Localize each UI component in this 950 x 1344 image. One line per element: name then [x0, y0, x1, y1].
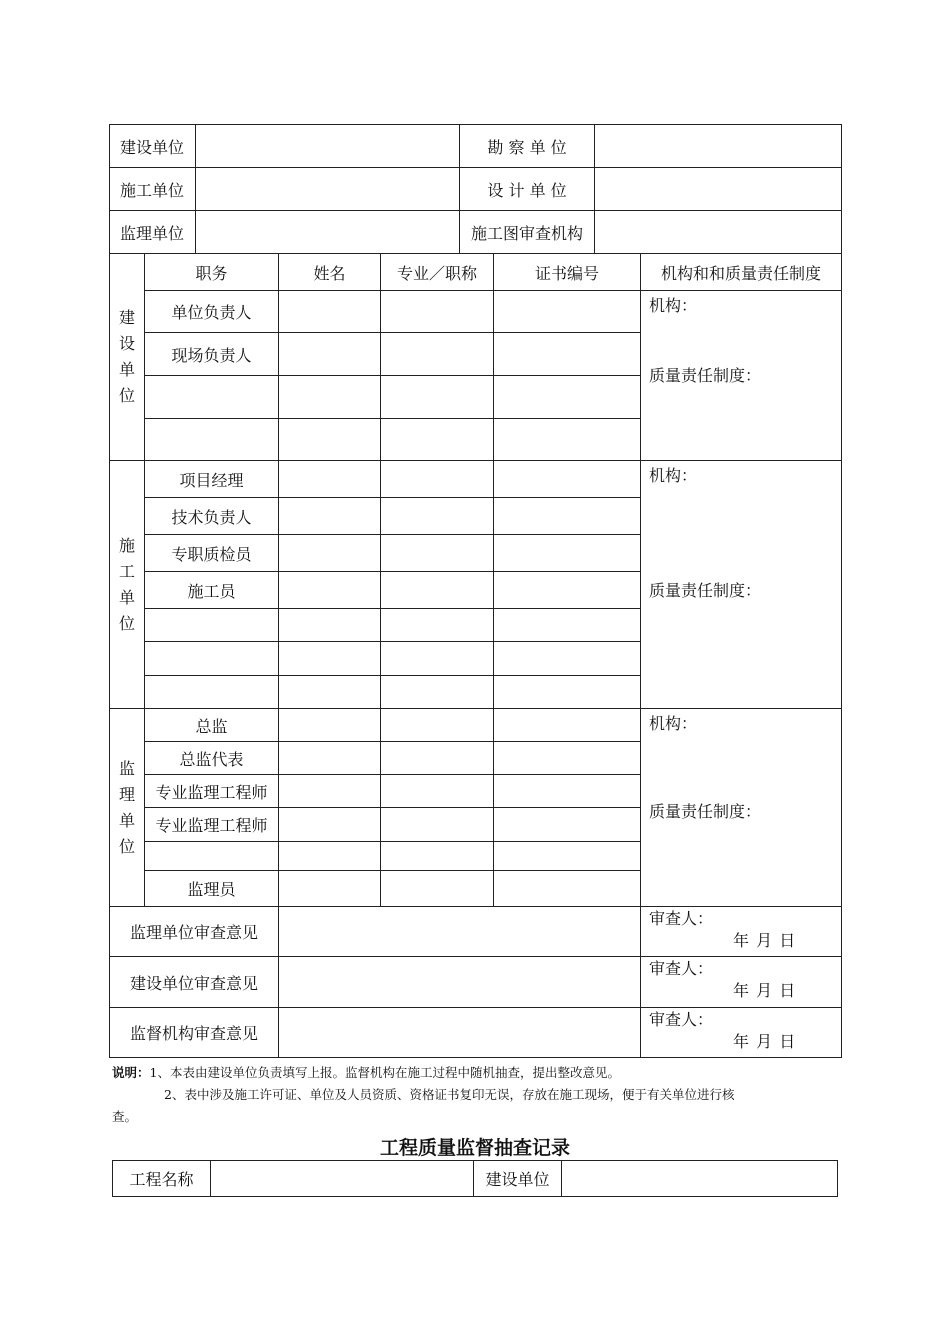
title-cell[interactable] [381, 419, 494, 461]
notes-prefix: 说明： [112, 1065, 150, 1080]
section-label-supervisor [110, 709, 145, 907]
section-label-char: 工 [118, 561, 135, 581]
section-label-char: 监 [118, 758, 135, 778]
note-line-3: 查。 [112, 1109, 138, 1124]
role-cell [145, 609, 279, 642]
title-cell[interactable] [381, 742, 494, 775]
field-label: 监理单位 [110, 211, 196, 254]
title-cell[interactable] [381, 461, 494, 498]
name-cell[interactable] [279, 808, 381, 842]
section-label-char: 建 [118, 308, 135, 327]
role-cell [145, 376, 279, 419]
cert-cell[interactable] [494, 572, 641, 609]
reviewer-cell[interactable] [641, 907, 842, 957]
cert-cell[interactable] [494, 376, 641, 419]
notes [112, 1062, 842, 1128]
role-cell [145, 842, 279, 871]
reviewer-cell[interactable] [641, 957, 842, 1008]
reviewer-label: 审查人： [649, 909, 714, 928]
field-value[interactable] [562, 1161, 838, 1197]
title-cell[interactable] [381, 642, 494, 676]
column-header: 专业／职称 [381, 254, 494, 291]
quality-system-label: 质量责任制度： [649, 366, 762, 385]
role-cell: 专职质检员 [145, 535, 279, 572]
cert-cell[interactable] [494, 535, 641, 572]
role-cell: 施工员 [145, 572, 279, 609]
title-cell[interactable] [381, 775, 494, 808]
name-cell[interactable] [279, 742, 381, 775]
name-cell[interactable] [279, 775, 381, 808]
title-cell[interactable] [381, 498, 494, 535]
record-title: 工程质量监督抽查记录 [379, 1137, 570, 1159]
field-label: 施工单位 [110, 168, 196, 211]
cert-cell[interactable] [494, 461, 641, 498]
title-cell[interactable] [381, 871, 494, 907]
section-label-char: 位 [118, 613, 135, 633]
title-cell[interactable] [381, 609, 494, 642]
note-line-2: 2、表中涉及施工许可证、单位及人员资质、资格证书复印无误，存放在施工现场，便于有关单位进行核 [164, 1087, 735, 1102]
role-cell: 专业监理工程师 [145, 775, 279, 808]
field-label: 勘 察 单 位 [460, 125, 595, 168]
column-header: 职务 [145, 254, 279, 291]
table-row [110, 461, 842, 498]
header-row [110, 168, 842, 211]
cert-cell[interactable] [494, 871, 641, 907]
mechanism-cell[interactable] [641, 709, 842, 907]
cert-cell[interactable] [494, 419, 641, 461]
review-opinion-field[interactable] [279, 957, 641, 1008]
column-header: 机构和和质量责任制度 [641, 254, 842, 291]
cert-cell[interactable] [494, 808, 641, 842]
name-cell[interactable] [279, 871, 381, 907]
field-value[interactable] [211, 1161, 474, 1197]
field-value[interactable] [595, 211, 842, 254]
cert-cell[interactable] [494, 498, 641, 535]
cert-cell[interactable] [494, 676, 641, 709]
date-label: 年 月 日 [733, 931, 797, 950]
role-cell: 技术负责人 [145, 498, 279, 535]
section-label-char: 施 [118, 535, 135, 555]
role-cell: 专业监理工程师 [145, 808, 279, 842]
title-cell[interactable] [381, 376, 494, 419]
role-cell: 监理员 [145, 871, 279, 907]
mechanism-label: 机构： [649, 296, 698, 315]
role-cell [145, 642, 279, 676]
review-row [110, 957, 842, 1008]
column-header: 姓名 [279, 254, 381, 291]
title-cell[interactable] [381, 709, 494, 742]
name-cell[interactable] [279, 642, 381, 676]
field-label: 建设单位 [474, 1161, 562, 1197]
review-label: 监督机构审查意见 [110, 1008, 279, 1058]
name-cell[interactable] [279, 461, 381, 498]
field-value[interactable] [196, 168, 460, 211]
header-row [110, 211, 842, 254]
name-cell[interactable] [279, 498, 381, 535]
record-header-row [113, 1161, 838, 1197]
role-cell: 总监 [145, 709, 279, 742]
role-cell [145, 419, 279, 461]
section-label-char: 设 [118, 334, 135, 353]
section-label-contractor [110, 461, 145, 709]
column-header-row [110, 254, 842, 291]
name-cell[interactable] [279, 842, 381, 871]
mechanism-cell[interactable] [641, 461, 842, 709]
unit-personnel-table [109, 124, 842, 1058]
field-value[interactable] [595, 168, 842, 211]
date-label: 年 月 日 [733, 981, 797, 1000]
role-cell: 单位负责人 [145, 291, 279, 333]
header-row [110, 125, 842, 168]
name-cell[interactable] [279, 419, 381, 461]
cert-cell[interactable] [494, 609, 641, 642]
mechanism-cell[interactable] [641, 291, 842, 461]
review-row [110, 1008, 842, 1058]
role-cell: 现场负责人 [145, 333, 279, 376]
table-row [110, 291, 842, 333]
name-cell[interactable] [279, 572, 381, 609]
review-label: 监理单位审查意见 [110, 907, 279, 957]
name-cell[interactable] [279, 676, 381, 709]
title-cell[interactable] [381, 535, 494, 572]
table-row [110, 709, 842, 742]
cert-cell[interactable] [494, 333, 641, 376]
field-label: 设 计 单 位 [460, 168, 595, 211]
name-cell[interactable] [279, 333, 381, 376]
section-label-char: 理 [118, 784, 135, 804]
cert-cell[interactable] [494, 775, 641, 808]
mechanism-label: 机构： [649, 714, 698, 733]
record-header-table [112, 1160, 838, 1197]
section-label-char: 单 [118, 810, 135, 830]
reviewer-label: 审查人： [649, 1010, 714, 1029]
field-value[interactable] [196, 211, 460, 254]
role-cell: 总监代表 [145, 742, 279, 775]
title-cell[interactable] [381, 808, 494, 842]
field-label: 工程名称 [113, 1161, 211, 1197]
title-cell[interactable] [381, 333, 494, 376]
name-cell[interactable] [279, 535, 381, 572]
review-opinion-field[interactable] [279, 1008, 641, 1058]
note-text: 1、本表由建设单位负责填写上报。监督机构在施工过程中随机抽查，提出整改意见。 [149, 1065, 620, 1080]
column-header: 证书编号 [494, 254, 641, 291]
title-cell[interactable] [381, 291, 494, 333]
section-label-char: 位 [118, 386, 135, 405]
name-cell[interactable] [279, 709, 381, 742]
name-cell[interactable] [279, 376, 381, 419]
mechanism-label: 机构： [649, 466, 698, 485]
quality-system-label: 质量责任制度： [649, 802, 762, 821]
role-cell [145, 676, 279, 709]
role-cell: 项目经理 [145, 461, 279, 498]
review-label: 建设单位审查意见 [110, 957, 279, 1008]
note-line-1 [112, 1062, 842, 1084]
section-label-construction-unit [110, 254, 145, 461]
reviewer-cell[interactable] [641, 1008, 842, 1058]
section-label-char: 单 [118, 360, 135, 379]
cert-cell[interactable] [494, 742, 641, 775]
title-cell[interactable] [381, 572, 494, 609]
review-row [110, 907, 842, 957]
section-label-char: 位 [118, 836, 135, 856]
quality-system-label: 质量责任制度： [649, 581, 762, 600]
cert-cell[interactable] [494, 842, 641, 871]
review-opinion-field[interactable] [279, 907, 641, 957]
name-cell[interactable] [279, 291, 381, 333]
section-label-char: 单 [118, 587, 135, 607]
cert-cell[interactable] [494, 709, 641, 742]
reviewer-label: 审查人： [649, 959, 714, 978]
cert-cell[interactable] [494, 291, 641, 333]
field-label: 施工图审查机构 [460, 211, 595, 254]
field-value[interactable] [595, 125, 842, 168]
cert-cell[interactable] [494, 642, 641, 676]
title-cell[interactable] [381, 676, 494, 709]
name-cell[interactable] [279, 609, 381, 642]
title-cell[interactable] [381, 842, 494, 871]
field-label: 建设单位 [110, 125, 196, 168]
field-value[interactable] [196, 125, 460, 168]
date-label: 年 月 日 [733, 1032, 797, 1051]
